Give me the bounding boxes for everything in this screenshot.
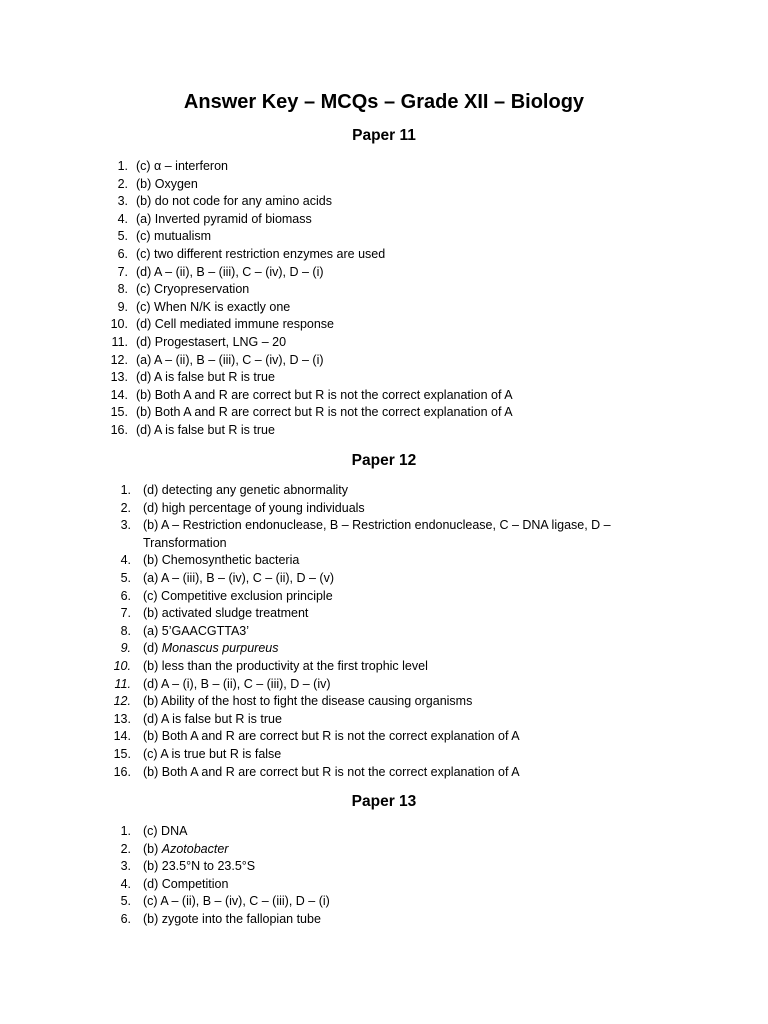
item-number: 1. <box>120 483 131 497</box>
answer-list-paper-11 <box>108 158 628 440</box>
item-text: (b) activated sludge treatment <box>143 606 309 621</box>
list-item <box>111 500 641 518</box>
list-item <box>111 658 641 676</box>
item-text: (c) two different restriction enzymes are used <box>136 246 386 261</box>
list-item <box>111 517 641 552</box>
item-number: 6. <box>120 588 131 603</box>
item-text: (c) mutualism <box>136 229 212 244</box>
item-number: 2. <box>120 841 131 856</box>
item-text: (d) A is false but R is true <box>136 370 275 385</box>
list-item <box>111 893 631 911</box>
item-prefix: (b) <box>143 841 162 856</box>
list-item <box>111 482 641 500</box>
item-number: 12. <box>113 694 131 709</box>
item-number: 5. <box>117 229 128 244</box>
item-number: 7. <box>120 606 131 621</box>
answer-list-paper-12 <box>111 482 641 781</box>
item-number: 4. <box>120 553 131 568</box>
list-item <box>108 299 628 317</box>
list-item <box>108 246 628 264</box>
item-number: 10. <box>113 658 131 673</box>
list-item <box>108 193 628 211</box>
item-number: 4. <box>117 211 128 226</box>
list-item <box>108 228 628 246</box>
item-number: 6. <box>120 911 131 926</box>
item-text: (c) DNA <box>143 824 188 838</box>
item-number: 10. <box>110 317 128 332</box>
item-number: 11. <box>111 334 128 349</box>
list-item <box>108 211 628 229</box>
item-species-name: Azotobacter <box>161 841 229 856</box>
item-text: (d) Progestasert, LNG – 20 <box>136 334 287 349</box>
item-number: 5. <box>120 894 131 909</box>
item-text: (b) Both A and R are correct but R is not the correct explanation of A <box>136 405 513 420</box>
list-item <box>108 387 628 405</box>
item-text: (d) A – (i), B – (ii), C – (iii), D – (iv) <box>143 676 331 691</box>
list-item <box>111 623 641 641</box>
item-number: 16. <box>113 764 131 779</box>
item-text: (b) zygote into the fallopian tube <box>143 911 321 926</box>
item-text: (d) A is false but R is true <box>143 711 282 726</box>
list-item <box>111 823 631 841</box>
item-text: (a) 5’GAACGTTA3’ <box>143 623 250 638</box>
item-text: (a) A – (ii), B – (iii), C – (iv), D – (i) <box>136 352 324 367</box>
list-item <box>111 764 641 782</box>
list-item <box>111 570 641 588</box>
section-heading-paper-13: Paper 13 <box>351 793 417 810</box>
item-number: 5. <box>120 570 131 585</box>
item-text: (b) Ability of the host to fight the disease causing organisms <box>143 694 473 709</box>
item-text: (c) A is true but R is false <box>143 746 282 761</box>
list-item <box>111 552 641 570</box>
item-number: 8. <box>120 623 131 638</box>
list-item <box>111 858 631 876</box>
item-number: 15. <box>113 746 131 761</box>
item-text: (b) Both A and R are correct but R is not the correct explanation of A <box>136 387 513 402</box>
item-number: 14. <box>113 729 131 744</box>
list-item <box>111 876 631 894</box>
item-number: 3. <box>120 859 131 874</box>
item-number: 1. <box>117 159 128 173</box>
answer-list-paper-13 <box>111 823 631 929</box>
item-number: 16. <box>110 422 128 437</box>
list-item <box>108 422 628 440</box>
item-text: (c) When N/K is exactly one <box>136 299 291 314</box>
item-number: 3. <box>117 194 128 209</box>
item-text: (b) less than the productivity at the first trophic level <box>143 658 428 673</box>
item-number: 2. <box>117 176 128 191</box>
item-number: 7. <box>117 264 128 279</box>
item-text: (d) Cell mediated immune response <box>136 317 335 332</box>
item-number: 2. <box>120 500 131 515</box>
item-number: 4. <box>120 876 131 891</box>
item-text: (d) Competition <box>143 876 229 891</box>
list-item <box>108 334 628 352</box>
list-item <box>111 676 641 694</box>
item-number: 9. <box>120 641 131 656</box>
item-text: (d) A – (ii), B – (iii), C – (iv), D – (i) <box>136 264 324 279</box>
item-text: (b) Oxygen <box>136 176 198 191</box>
list-item <box>108 176 628 194</box>
item-number: 3. <box>120 518 131 533</box>
item-text: (c) Cryopreservation <box>136 282 250 297</box>
item-prefix: (d) <box>143 641 162 656</box>
item-number: 12. <box>110 352 128 367</box>
list-item <box>111 711 641 729</box>
item-text: (b) A – Restriction endonuclease, B – Restriction endonuclease, C – DNA ligase, D – Transformation <box>143 518 611 550</box>
item-text: (b) Both A and R are correct but R is not the correct explanation of A <box>143 764 520 779</box>
item-text: (b) Chemosynthetic bacteria <box>143 553 300 568</box>
document-title: Answer Key – MCQs – Grade XII – Biology <box>183 91 585 113</box>
section-heading-paper-11: Paper 11 <box>352 127 416 144</box>
item-text: (b) 23.5°N to 23.5°S <box>143 859 256 874</box>
list-item <box>111 605 641 623</box>
item-text: (a) Inverted pyramid of biomass <box>136 211 312 226</box>
list-item <box>108 404 628 422</box>
item-text: (c) A – (ii), B – (iv), C – (iii), D – (i) <box>143 894 330 909</box>
list-item <box>108 352 628 370</box>
list-item <box>111 640 641 658</box>
list-item <box>111 841 631 859</box>
list-item <box>108 316 628 334</box>
item-number: 9. <box>117 299 128 314</box>
item-text: (c) Competitive exclusion principle <box>143 588 333 603</box>
item-number: 11. <box>114 676 131 691</box>
item-text: (b) Both A and R are correct but R is not the correct explanation of A <box>143 729 520 744</box>
section-heading-paper-12: Paper 12 <box>351 452 417 469</box>
list-item <box>108 158 628 176</box>
list-item <box>111 588 641 606</box>
item-number: 13. <box>110 370 128 385</box>
item-text: (c) α – interferon <box>136 159 228 173</box>
list-item <box>108 264 628 282</box>
item-text <box>141 640 641 658</box>
item-number: 13. <box>113 711 131 726</box>
list-item <box>108 281 628 299</box>
list-item <box>111 746 641 764</box>
item-text: (a) A – (iii), B – (iv), C – (ii), D – (v) <box>143 570 334 585</box>
item-number: 6. <box>117 246 128 261</box>
list-item <box>111 693 641 711</box>
item-text <box>141 841 631 859</box>
list-item <box>111 911 631 929</box>
item-text: (b) do not code for any amino acids <box>136 194 332 209</box>
item-text: (d) high percentage of young individuals <box>143 500 365 515</box>
list-item <box>111 728 641 746</box>
item-number: 8. <box>117 282 128 297</box>
item-number: 14. <box>110 387 128 402</box>
item-number: 15. <box>110 405 128 420</box>
item-number: 1. <box>120 824 131 838</box>
item-species-name: Monascus purpureus <box>161 641 279 656</box>
item-text: (d) detecting any genetic abnormality <box>143 483 348 497</box>
list-item <box>108 369 628 387</box>
item-text: (d) A is false but R is true <box>136 422 275 437</box>
